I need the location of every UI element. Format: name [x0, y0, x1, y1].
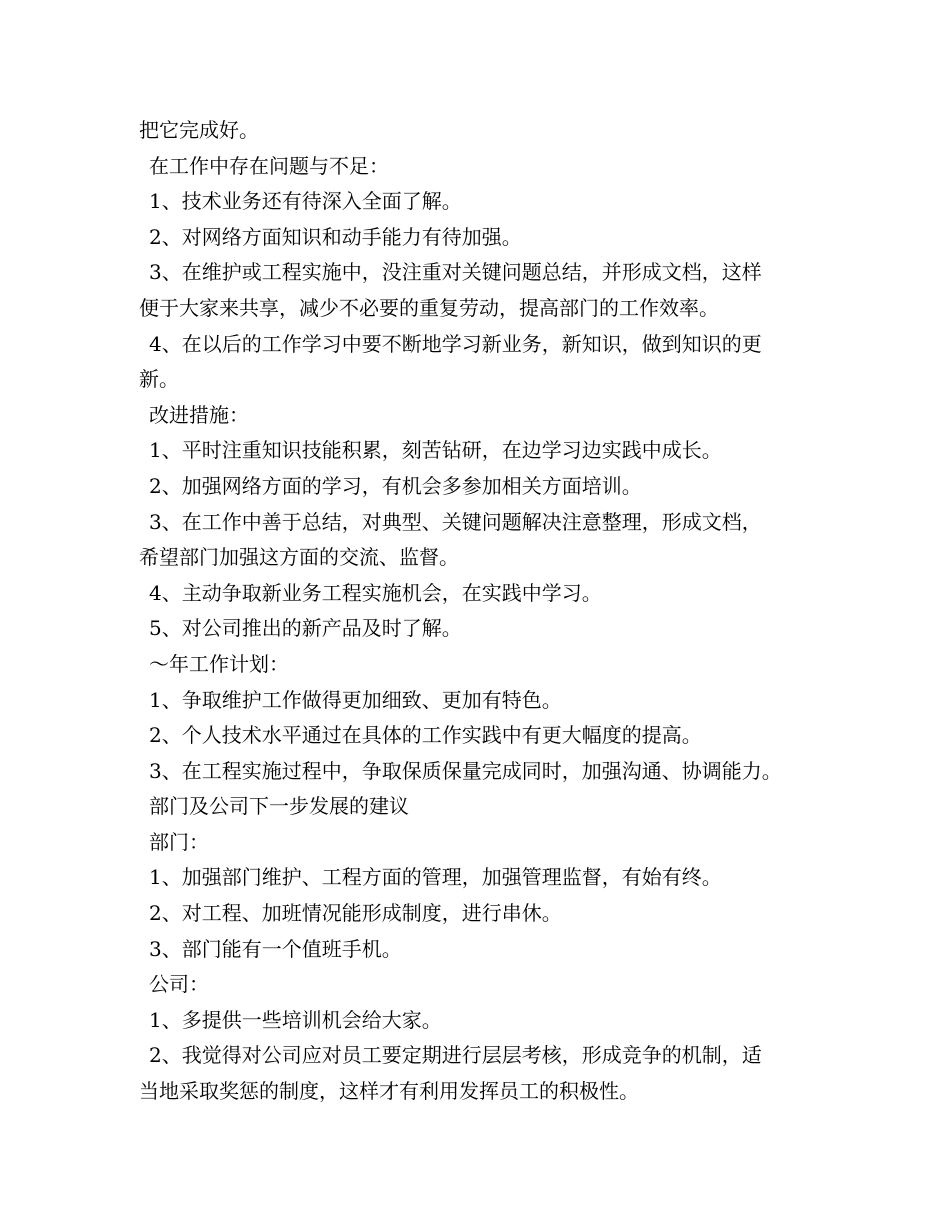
- list-item: 1、平时注重知识技能积累，刻苦钻研，在边学习边实践中成长。: [149, 438, 722, 463]
- list-item: 2、我觉得对公司应对员工要定期进行层层考核，形成竞争的机制，适: [149, 1043, 762, 1068]
- list-item: 2、对网络方面知识和动手能力有待加强。: [149, 224, 522, 249]
- subsection-heading-company: 公司：: [149, 972, 209, 997]
- text-line: 便于大家来共享，减少不必要的重复劳动，提高部门的工作效率。: [139, 295, 719, 320]
- section-heading-improvements: 改进措施：: [149, 402, 249, 427]
- list-item: 1、加强部门维护、工程方面的管理，加强管理监督，有始有终。: [149, 865, 722, 890]
- text-line: 当地采取奖惩的制度，这样才有利用发挥员工的积极性。: [139, 1079, 639, 1104]
- list-item: 4、主动争取新业务工程实施机会，在实践中学习。: [149, 580, 602, 605]
- list-item: 3、在工作中善于总结，对典型、关键问题解决注意整理，形成文档，: [149, 509, 762, 534]
- list-item: 1、争取维护工作做得更加细致、更加有特色。: [149, 687, 562, 712]
- list-item: 1、多提供一些培训机会给大家。: [149, 1007, 442, 1032]
- text-line: 新。: [139, 367, 179, 392]
- text-line: 把它完成好。: [139, 118, 259, 142]
- list-item: 3、在工程实施过程中，争取保质保量完成同时，加强沟通、协调能力。: [149, 758, 782, 783]
- subsection-heading-department: 部门：: [149, 829, 209, 854]
- section-heading-plan: ～年工作计划：: [149, 651, 289, 676]
- list-item: 2、加强网络方面的学习，有机会多参加相关方面培训。: [149, 473, 642, 498]
- list-item: 5、对公司推出的新产品及时了解。: [149, 616, 462, 641]
- text-line: 希望部门加强这方面的交流、监督。: [139, 545, 459, 570]
- section-heading-problems: 在工作中存在问题与不足：: [149, 153, 389, 178]
- list-item: 2、个人技术水平通过在具体的工作实践中有更大幅度的提高。: [149, 723, 702, 748]
- list-item: 2、对工程、加班情况能形成制度，进行串休。: [149, 901, 562, 926]
- list-item: 3、部门能有一个值班手机。: [149, 936, 402, 961]
- document-body: [139, 113, 829, 1110]
- list-item: 1、技术业务还有待深入全面了解。: [149, 189, 462, 214]
- list-item: 3、在维护或工程实施中，没注重对关键问题总结，并形成文档，这样: [149, 260, 762, 285]
- section-heading-suggestions: 部门及公司下一步发展的建议: [149, 794, 409, 819]
- list-item: 4、在以后的工作学习中要不断地学习新业务，新知识，做到知识的更: [149, 331, 762, 356]
